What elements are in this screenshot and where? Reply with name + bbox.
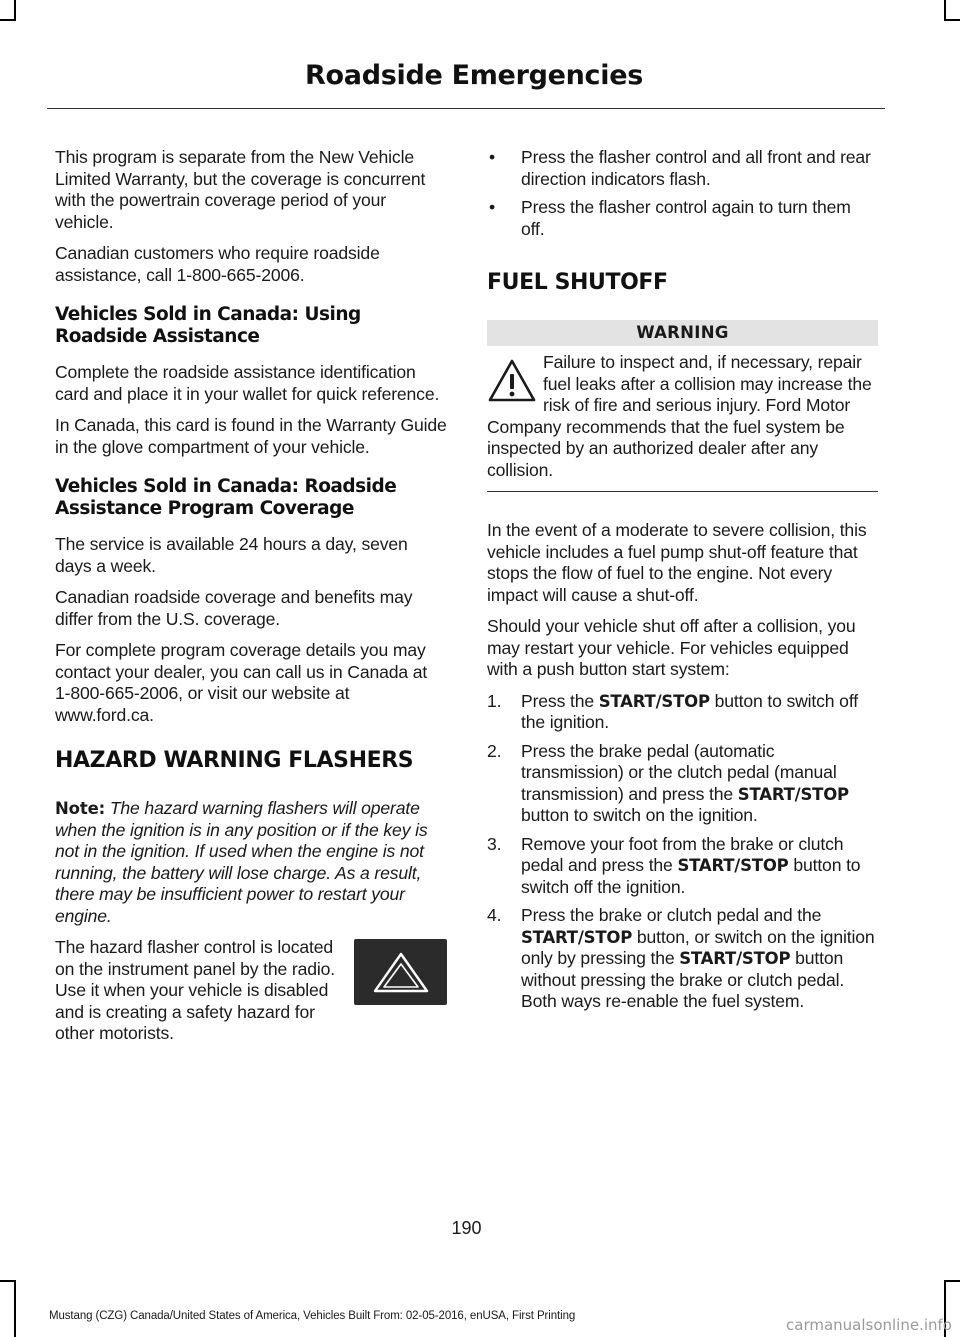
list-item: • Press the flasher control and all front and rear direction indicators flash.: [489, 147, 871, 189]
canada-call-paragraph: Canadian customers who require roadside assistance, call 1-800-665-2006.: [55, 243, 380, 285]
page-title: Roadside Emergencies: [305, 60, 643, 91]
watermark: carmanualsonline.info: [786, 1316, 952, 1334]
left-column: [55, 147, 447, 1055]
paragraph: Canadian roadside coverage and benefits may differ from the U.S. coverage.: [55, 587, 413, 629]
paragraph: Complete the roadside assistance identification card and place it in your wallet for quick reference.: [55, 362, 440, 404]
crop-mark: [944, 1280, 960, 1282]
note-text: The hazard warning flashers will operate when the ignition is in any position or if the key is not in the ignition. If used when the engine is not running, the battery will lose charge. As a result, there may be insufficient power to restart your engine.: [55, 798, 428, 926]
warning-text: Failure to inspect and, if necessary, repair fuel leaks after a collision may increase the risk of fire and serious injury. Ford Motor Company recommends that the fuel system be inspected by an authorized dealer after any collision.: [487, 352, 872, 480]
paragraph: For complete program coverage details you may contact your dealer, you can call us in Canada at 1-800-665-2006, or visit our website at www.ford.ca.: [55, 640, 428, 725]
note-label: Note:: [55, 799, 106, 818]
restart-steps: [487, 691, 878, 1013]
crop-mark: [0, 1280, 16, 1282]
hazard-triangle-icon: [354, 939, 447, 1005]
list-item: 3. Remove your foot from the brake or clutch pedal and press the START/STOP button to switch off the ignition.: [487, 833, 861, 897]
list-item: 1. Press the START/STOP button to switch off the ignition.: [487, 690, 858, 732]
paragraph: In Canada, this card is found in the Warranty Guide in the glove compartment of your vehicle.: [55, 415, 447, 457]
right-column: [487, 147, 878, 1020]
footer-text: Mustang (CZG) Canada/United States of America, Vehicles Built From: 02-05-2016, enUSA, First Printing: [49, 1310, 576, 1322]
crop-mark: [14, 1280, 16, 1337]
hazard-note: [55, 798, 447, 927]
paragraph: The service is available 24 hours a day, seven days a week.: [55, 534, 408, 576]
crop-mark: [14, 0, 16, 21]
flasher-bullets: [487, 147, 878, 240]
list-item: 4. Press the brake or clutch pedal and the START/STOP button, or switch on the ignition only by pressing the START/STOP button without pressing the brake or clutch pedal. Both ways re-enable the fuel system.: [487, 905, 875, 1011]
paragraph: Should your vehicle shut off after a collision, you may restart your vehicle. For vehicles equipped with a push button start system:: [487, 616, 856, 679]
page-header: [47, 58, 885, 109]
warning-box: [487, 320, 878, 492]
warning-triangle-icon: [487, 358, 537, 404]
hazard-heading: HAZARD WARNING FLASHERS: [55, 748, 414, 773]
crop-mark: [944, 19, 960, 21]
intro-paragraph: This program is separate from the New Vehicle Limited Warranty, but the coverage is concurrent with the powertrain coverage period of your vehicle.: [55, 147, 426, 232]
paragraph: In the event of a moderate to severe collision, this vehicle includes a fuel pump shut-off feature that stops the flow of fuel to the engine. Not every impact will cause a shut-off.: [487, 520, 867, 605]
crop-mark: [0, 19, 16, 21]
fuel-heading: FUEL SHUTOFF: [487, 270, 668, 295]
hazard-control-paragraph: The hazard flasher control is located on the instrument panel by the radio. Use it when your vehicle is disabled and is creating a safety hazard for other motorists.: [55, 937, 336, 1043]
list-item: • Press the flasher control again to turn them off.: [489, 197, 851, 239]
hazard-control-block: [55, 937, 447, 1055]
warning-title: WARNING: [487, 320, 878, 346]
list-item: 2. Press the brake pedal (automatic transmission) or the clutch pedal (manual transmission) and press the START/STOP button to switch on the ignition.: [487, 740, 849, 825]
section-heading: Vehicles Sold in Canada: Roadside Assistance Program Coverage: [55, 476, 397, 519]
section-heading: Vehicles Sold in Canada: Using Roadside Assistance: [55, 304, 361, 347]
crop-mark: [944, 0, 946, 21]
page-number: 190: [451, 1218, 482, 1238]
